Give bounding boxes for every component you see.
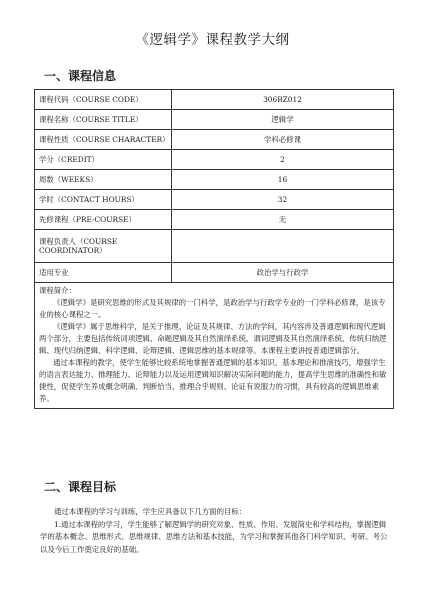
row-value: 逻辑学 bbox=[172, 110, 394, 130]
table-row bbox=[35, 190, 394, 210]
row-label: 周数（WEEKS） bbox=[35, 170, 172, 190]
table-row bbox=[35, 263, 394, 283]
course-intro-paragraph: 通过本课程的教学，使学生能够比较系统地掌握普通逻辑的基本知识、基本理论和推演技巧，增强学生的语言表达能力、推理能力、论辩能力以及运用逻辑知识解决实际问题的能力，提高学生思维的准确性和敏捷性，促使学生养成概念明确、判断恰当、推理合乎规则、论证有说服力的习惯，具有较高的逻辑思维素养。 bbox=[39, 357, 387, 403]
row-value: 16 bbox=[172, 170, 394, 190]
row-label: 课程代码（COURSE CODE） bbox=[35, 90, 172, 110]
row-label: 课程名称（COURSE TITLE） bbox=[35, 110, 172, 130]
table-row bbox=[35, 150, 394, 170]
row-label: 适用专业 bbox=[35, 263, 172, 283]
course-intro-heading: 课程简介： bbox=[39, 286, 76, 295]
row-label: 学时（CONTACT HOURS） bbox=[35, 190, 172, 210]
document-title: 《逻辑学》课程教学大纲 bbox=[135, 32, 290, 48]
section-heading-course-goals: 二、课程目标 bbox=[44, 480, 117, 494]
goals-paragraph: 1.通过本课程的学习，学生能够了解逻辑学的研究对象、性质、作用、发展简史和学科结构，掌握逻辑学的基本概念、思维形式、思维规律、思维方法和基本技能，为学习和掌握其他各门科学知识、考研、考公以及今后工作奠定良好的基础。 bbox=[40, 519, 388, 554]
row-label: 先修课程（PRE-COURSE） bbox=[35, 210, 172, 230]
row-label: 课程性质（COURSE CHARACTER） bbox=[35, 130, 172, 150]
table-row bbox=[35, 130, 394, 150]
table-row bbox=[35, 90, 394, 110]
course-info-table bbox=[34, 89, 394, 409]
course-goals-body bbox=[40, 506, 390, 556]
row-label: 学分（CREDIT） bbox=[35, 150, 172, 170]
row-label: 课程负责人（COURSE COORDINATOR） bbox=[35, 230, 172, 263]
goals-paragraph: 通过本课程的学习与训练，学生应具备以下几方面的目标： bbox=[54, 507, 247, 516]
course-intro-cell bbox=[35, 283, 394, 409]
row-value: 无 bbox=[172, 210, 394, 230]
course-intro-paragraph: 《逻辑学》是研究思维的形式及其规律的一门科学，是政治学与行政学专业的一门学科必修课，是该专业的核心课程之一。 bbox=[39, 297, 386, 319]
row-value: 学科必修课 bbox=[172, 130, 394, 150]
table-row bbox=[35, 110, 394, 130]
course-intro-paragraph: 《逻辑学》属于思维科学，是关于推理、论证及其规律、方法的学问，其内容涉及普通逻辑和现代逻辑两个部分，主要包括传统词项逻辑、命题逻辑及其自然演绎系统、谓词逻辑及其自然演绎系统、传统归纳逻辑、现代归纳逻辑、科学逻辑、论辩逻辑、逻辑思维的基本规律等。本课程主要讲授普通逻辑部分。 bbox=[39, 321, 387, 355]
row-value: 306BZ012 bbox=[172, 90, 394, 110]
row-value bbox=[172, 230, 394, 263]
row-value: 32 bbox=[172, 190, 394, 210]
row-value: 2 bbox=[172, 150, 394, 170]
row-value: 政治学与行政学 bbox=[172, 263, 394, 283]
course-intro-row bbox=[35, 283, 394, 409]
table-row bbox=[35, 210, 394, 230]
table-row bbox=[35, 230, 394, 263]
table-row bbox=[35, 170, 394, 190]
section-heading-course-info: 一、课程信息 bbox=[44, 69, 117, 83]
